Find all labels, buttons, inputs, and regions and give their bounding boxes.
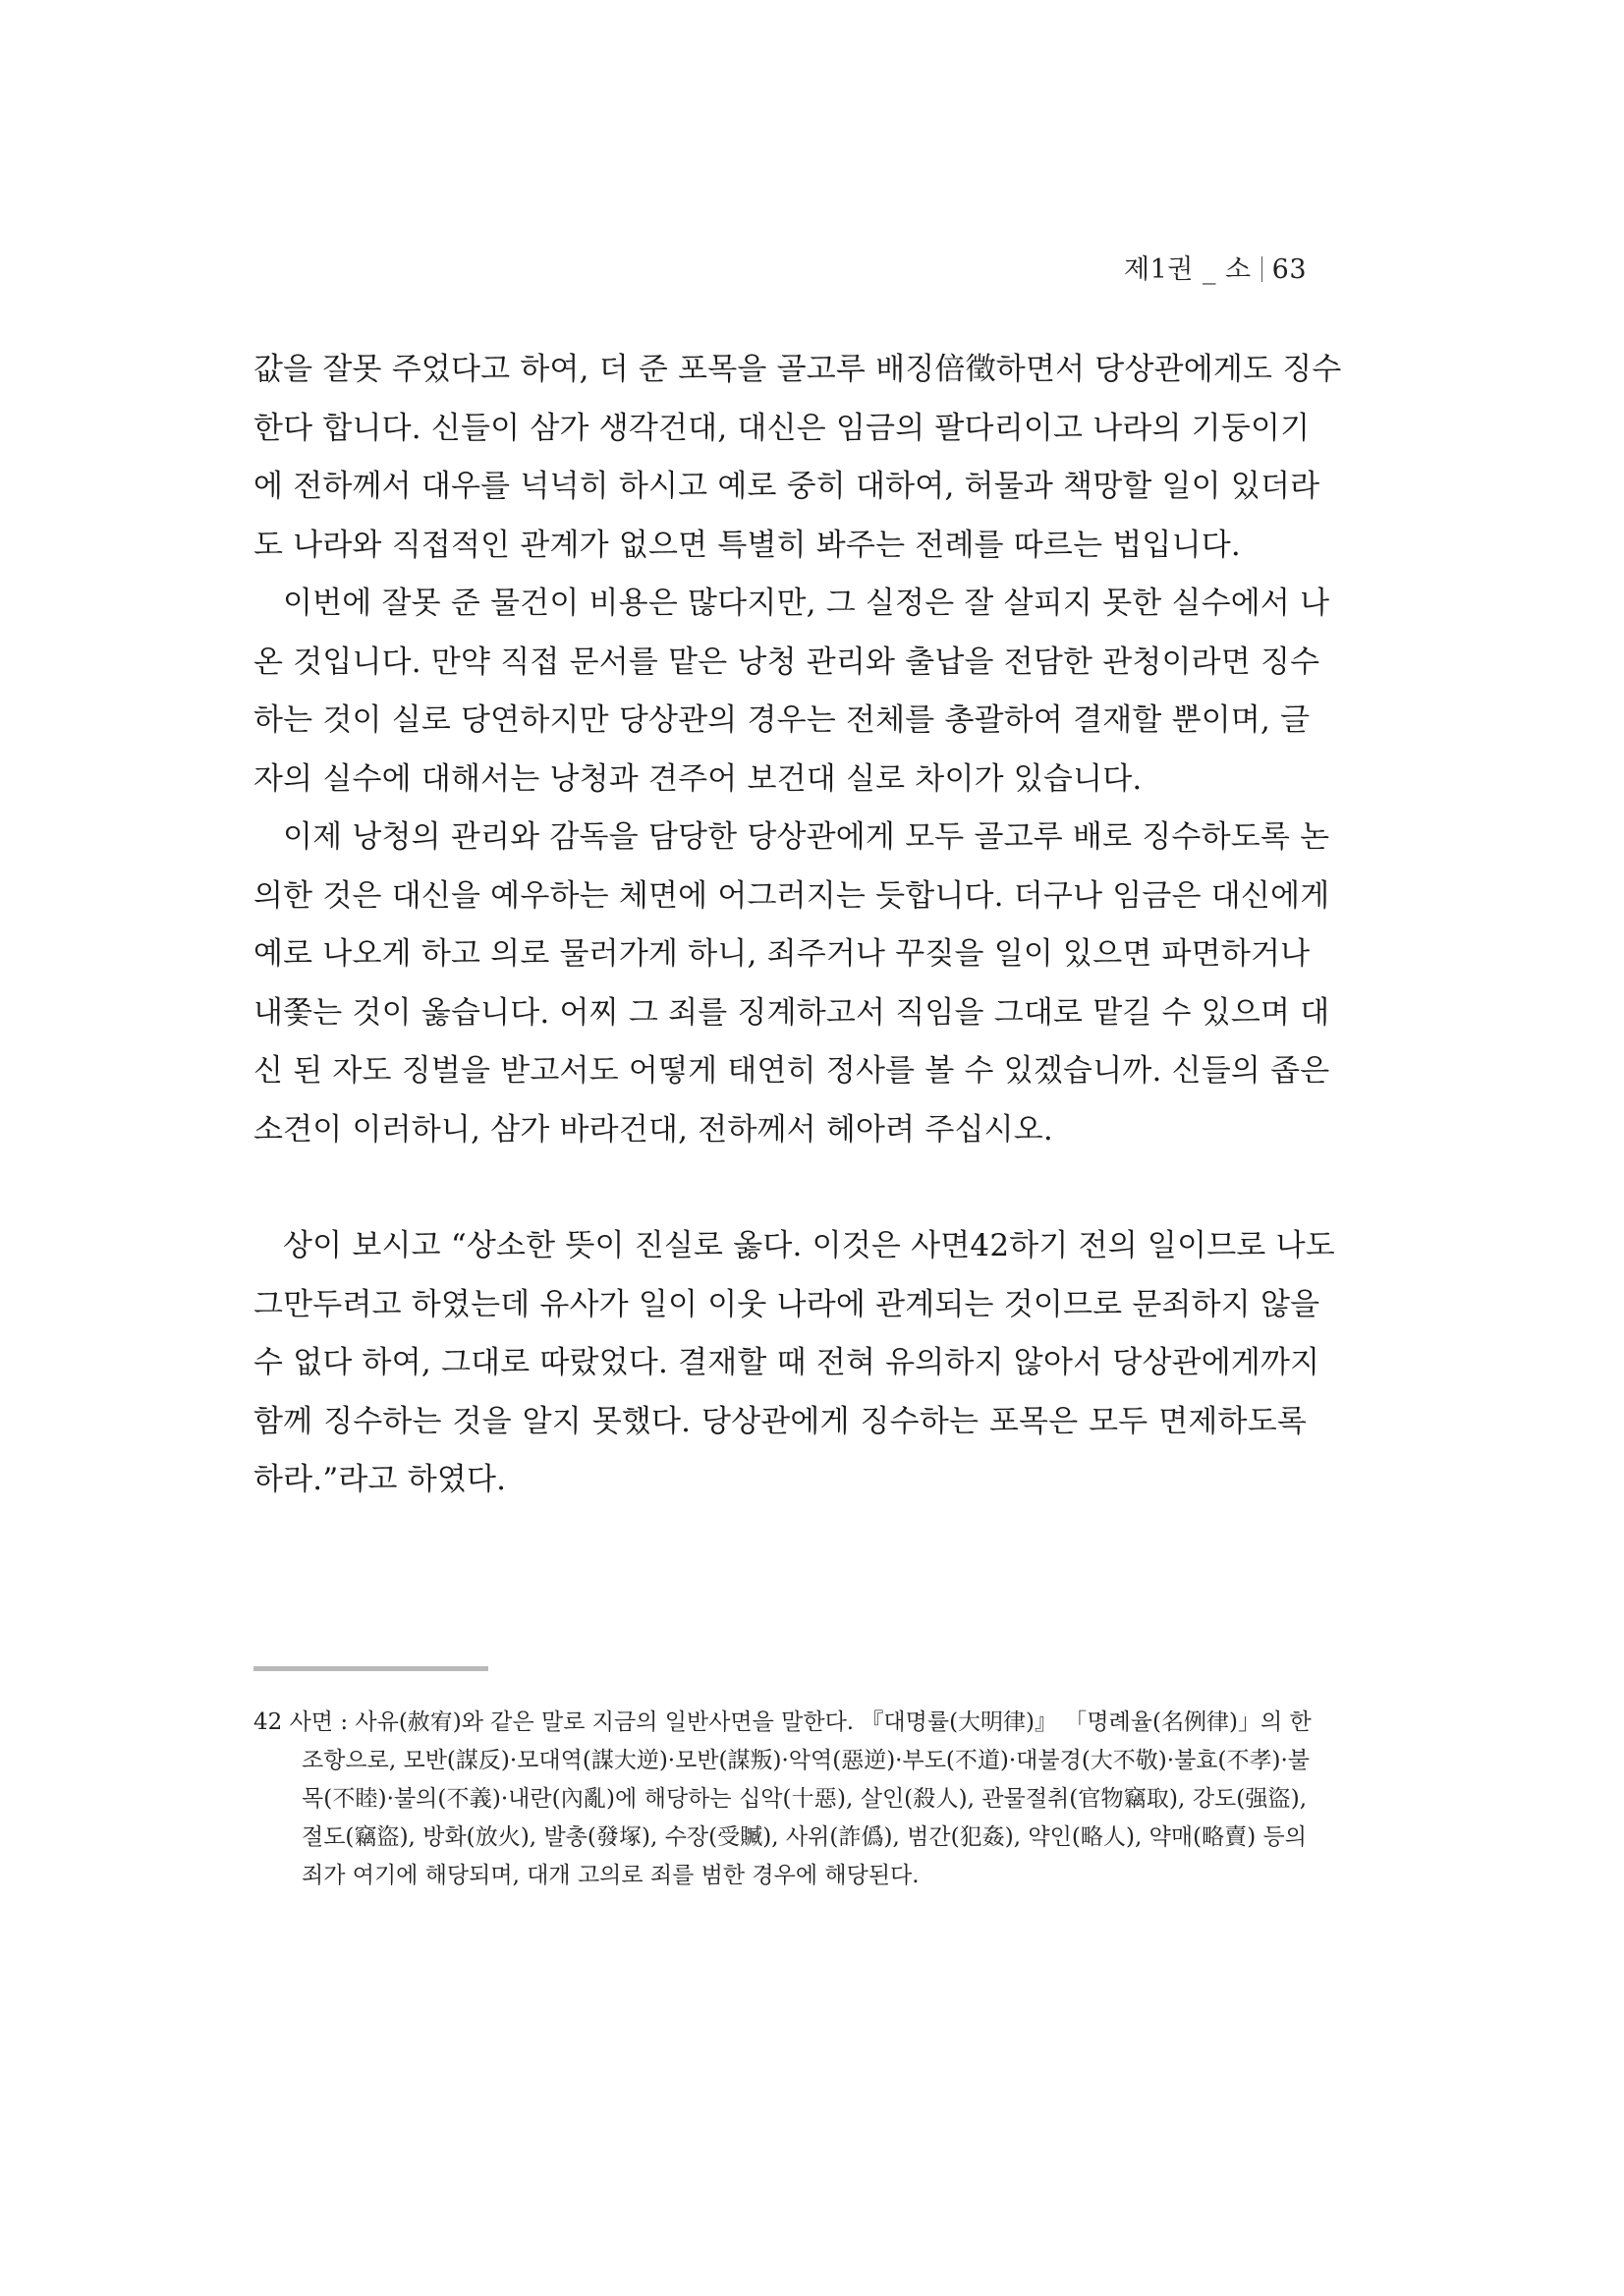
- footnote-line: 42 사면 : 사유(赦宥)와 같은 말로 지금의 일반사면을 말한다. 『대명률(大明律)』 「명례율(名例律)」의 한: [253, 1709, 1312, 1735]
- footnote-line: 목(不睦)·불의(不義)·내란(內亂)에 해당하는 십악(十惡), 살인(殺人), 관물절취(官物竊取), 강도(强盜),: [302, 1786, 1307, 1812]
- text-line: 신 된 자도 징벌을 받고서도 어떻게 태연히 정사를 볼 수 있겠습니까. 신들의 좁은: [253, 1053, 1330, 1089]
- paragraph: [253, 575, 1330, 809]
- text-line: 그만두려고 하였는데 유사가 일이 이웃 나라에 관계되는 것이므로 문죄하지 않을: [253, 1286, 1320, 1322]
- text-line: 상이 보시고 “상소한 뜻이 진실로 옳다. 이것은 사면42하기 전의 일이므로 나도: [283, 1228, 1335, 1263]
- text-line: 예로 나오게 하고 의로 물러가게 하니, 죄주거나 꾸짖을 일이 있으면 파면하거나: [253, 936, 1311, 972]
- running-header: [1100, 248, 1307, 286]
- text-line: 도 나라와 직접적인 관계가 없으면 특별히 봐주는 전례를 따르는 법입니다.: [253, 527, 1241, 563]
- header-volume: 제1권: [1124, 254, 1194, 285]
- text-line: 온 것입니다. 만약 직접 문서를 맡은 낭청 관리와 출납을 전담한 관청이라면 징수: [253, 644, 1320, 680]
- header-divider: [1261, 256, 1262, 282]
- page-number: 63: [1271, 254, 1307, 285]
- header-section: 소: [1225, 254, 1252, 285]
- footnote-line: 조항으로, 모반(謀反)·모대역(謀大逆)·모반(謀叛)·악역(惡逆)·부도(不道)·대불경(大不敬)·불효(不孝)·불: [302, 1748, 1311, 1773]
- text-line: 자의 실수에 대해서는 낭청과 견주어 보건대 실로 차이가 있습니다.: [253, 760, 1143, 797]
- text-line: 하는 것이 실로 당연하지만 당상관의 경우는 전체를 총괄하여 결재할 뿐이며, 글: [253, 702, 1311, 738]
- footnote-line: 죄가 여기에 해당되며, 대개 고의로 죄를 범한 경우에 해당된다.: [302, 1863, 920, 1888]
- text-line: 에 전하께서 대우를 넉넉히 하시고 예로 중히 대하여, 허물과 책망할 일이 있더라: [253, 469, 1320, 504]
- text-line: 수 없다 하여, 그대로 따랐었다. 결재할 때 전혀 유의하지 않아서 당상관에게까지: [253, 1345, 1320, 1380]
- text-line: 의한 것은 대신을 예우하는 체면에 어그러지는 듯합니다. 더구나 임금은 대신에게: [253, 877, 1330, 914]
- text-line: 함께 징수하는 것을 알지 못했다. 당상관에게 징수하는 포목은 모두 면제하도록: [253, 1403, 1307, 1439]
- footnote-line: 절도(竊盜), 방화(放火), 발총(發塚), 수장(受贓), 사위(詐僞), 범간(犯姦), 약인(略人), 약매(略賣) 등의: [302, 1824, 1307, 1850]
- text-line: 내쫓는 것이 옳습니다. 어찌 그 죄를 징계하고서 직임을 그대로 맡길 수 있으며 대: [253, 994, 1330, 1031]
- footnote: [253, 1704, 1312, 1895]
- paragraph: [253, 809, 1330, 1159]
- text-line: 소견이 이러하니, 삼가 바라건대, 전하께서 헤아려 주십시오.: [253, 1111, 1053, 1148]
- paragraph: [253, 341, 1342, 575]
- text-line: 하라.”라고 하였다.: [253, 1462, 507, 1497]
- paragraph: [253, 1217, 1335, 1510]
- header-separator: _: [1202, 254, 1216, 285]
- text-line: 이번에 잘못 준 물건이 비용은 많다지만, 그 실정은 잘 살피지 못한 실수에서 나: [283, 586, 1330, 621]
- text-line: 한다 합니다. 신들이 삼가 생각건대, 대신은 임금의 팔다리이고 나라의 기둥이기: [253, 410, 1311, 446]
- body-text: [253, 341, 1342, 1510]
- footnote-divider: [253, 1666, 488, 1671]
- text-line: 값을 잘못 주었다고 하여, 더 준 포목을 골고루 배징倍徵하면서 당상관에게도 징수: [253, 352, 1342, 387]
- text-line: 이제 낭청의 관리와 감독을 담당한 당상관에게 모두 골고루 배로 징수하도록 논: [283, 819, 1330, 855]
